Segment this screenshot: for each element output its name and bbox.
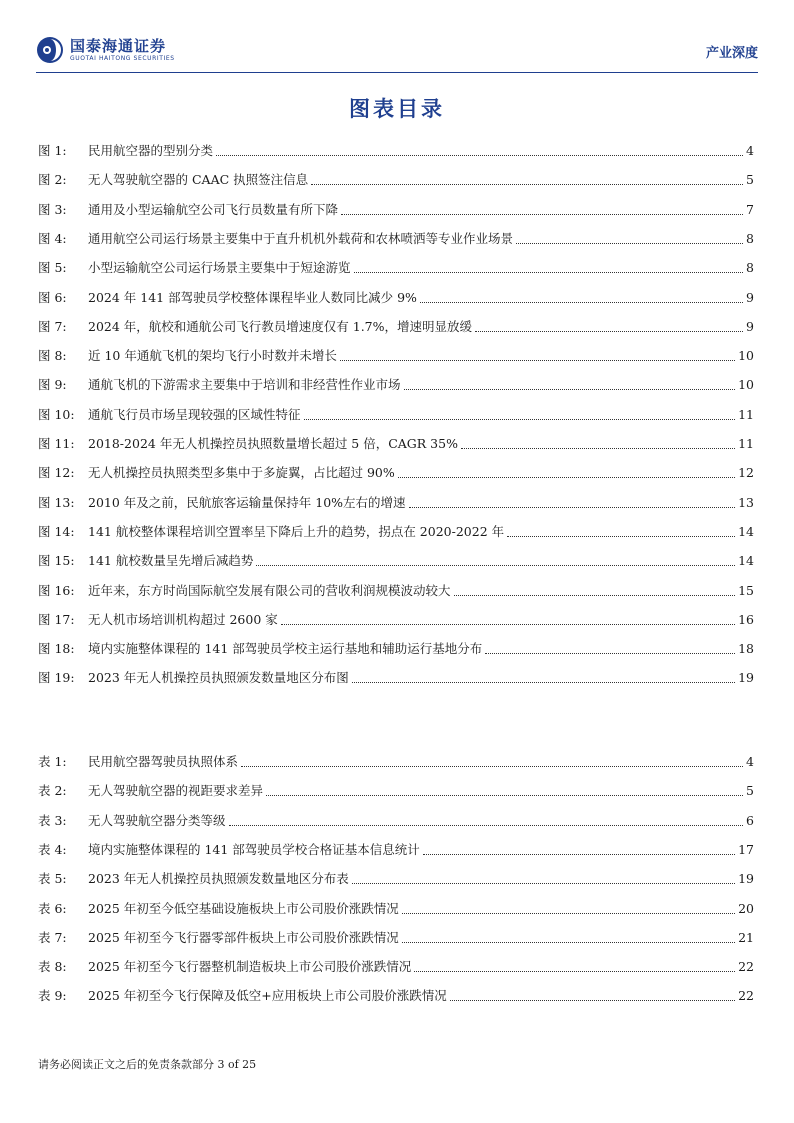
table-entry-page-number[interactable]: 17	[738, 841, 754, 857]
leader-dots	[229, 825, 744, 826]
figure-entry-title[interactable]: 141 航校整体课程培训空置率呈下降后上升的趋势，拐点在 2020-2022 年	[88, 523, 505, 539]
figure-entry-title[interactable]: 2018-2024 年无人机操控员执照数量增长超过 5 倍，CAGR 35%	[88, 436, 458, 451]
figure-entry-label: 图 7:	[38, 318, 67, 334]
figure-entry-page-number[interactable]: 9	[746, 289, 754, 305]
table-entry[interactable]	[38, 986, 754, 1004]
leader-dots	[402, 913, 735, 914]
table-entry-page-number[interactable]: 21	[738, 929, 754, 945]
figure-entry-page-number[interactable]: 11	[738, 406, 754, 422]
table-entry-title[interactable]: 民用航空器驾驶员执照体系	[88, 754, 239, 769]
table-entry-title[interactable]: 无人驾驶航空器分类等级	[88, 812, 226, 828]
figure-entry-page-number[interactable]: 14	[738, 523, 754, 539]
page-title: 图表目录	[349, 97, 445, 121]
figure-entry-label: 图 2:	[38, 172, 67, 188]
leader-dots	[402, 942, 735, 943]
table-entry-title[interactable]: 2025 年初至今飞行保障及低空+应用板块上市公司股价涨跌情况	[88, 988, 447, 1004]
figure-entry-title[interactable]: 通航飞机的下游需求主要集中于培训和非经营性作业市场	[88, 377, 401, 393]
table-entry-page-number[interactable]: 22	[738, 988, 754, 1004]
figure-entry-page-number[interactable]: 7	[746, 201, 754, 217]
leader-dots	[311, 184, 743, 185]
figure-entry[interactable]	[38, 668, 754, 686]
figure-entry[interactable]	[38, 288, 754, 306]
table-entry[interactable]	[38, 928, 754, 946]
figure-entry-page-number[interactable]: 16	[738, 611, 754, 627]
leader-dots	[485, 653, 735, 654]
table-entry-page-number[interactable]: 19	[738, 871, 754, 887]
leader-dots	[352, 883, 735, 884]
figure-entry-title[interactable]: 无人机操控员执照类型多集中于多旋翼，占比超过 90%	[88, 465, 395, 481]
page-header	[36, 36, 758, 74]
table-entry-title[interactable]: 2023 年无人机操控员执照颁发数量地区分布表	[88, 871, 349, 887]
figure-entry-label: 图 5:	[38, 260, 67, 276]
figure-entry[interactable]	[38, 551, 754, 569]
figure-entry-page-number[interactable]: 8	[746, 230, 754, 246]
leader-dots	[216, 155, 743, 156]
figure-entry-page-number[interactable]: 5	[746, 172, 754, 188]
leader-dots	[409, 507, 736, 508]
table-entry-label: 表 7:	[38, 929, 67, 945]
figure-entry[interactable]	[38, 463, 754, 481]
leader-dots	[461, 448, 735, 449]
leader-dots	[454, 595, 736, 596]
table-entry-title[interactable]: 境内实施整体课程的 141 部驾驶员学校合格证基本信息统计	[88, 841, 420, 857]
table-entry[interactable]	[38, 752, 754, 770]
figure-entry-page-number[interactable]: 11	[738, 436, 754, 451]
figure-entry-title[interactable]: 2024 年，航校和通航公司飞行教员增速度仅有 1.7%，增速明显放缓	[88, 318, 473, 334]
figure-entry-label: 图 16:	[38, 582, 75, 598]
figure-entry-label: 图 15:	[38, 553, 75, 569]
figure-entry-title[interactable]: 小型运输航空公司运行场景主要集中于短途游览	[88, 260, 351, 276]
figure-entry-title[interactable]: 2010 年及之前，民航旅客运输量保持年 10%左右的增速	[88, 494, 406, 510]
leader-dots	[507, 536, 735, 537]
figure-entry[interactable]	[38, 405, 754, 423]
table-entry-title[interactable]: 2025 年初至今飞行器零部件板块上市公司股价涨跌情况	[88, 929, 399, 945]
figure-entry[interactable]	[38, 317, 754, 335]
leader-dots	[256, 565, 735, 566]
leader-dots	[414, 971, 735, 972]
leader-dots	[304, 419, 736, 420]
figure-entry-title[interactable]: 通用航空公司运行场景主要集中于直升机机外载荷和农林喷洒等专业作业场景	[88, 230, 514, 246]
leader-dots	[516, 243, 743, 244]
figure-entry-label: 图 8:	[38, 348, 67, 364]
figure-entry-label: 图 11:	[38, 436, 75, 451]
figure-entry-label: 图 19:	[38, 670, 75, 686]
logo-english-name: GUOTAI HAITONG SECURITIES	[70, 54, 175, 62]
brand-logo-icon	[36, 36, 64, 64]
figure-entry-title[interactable]: 近 10 年通航飞机的架均飞行小时数并未增长	[88, 348, 337, 364]
figure-entry-page-number[interactable]: 4	[746, 143, 754, 158]
leader-dots	[423, 854, 735, 855]
figure-entry[interactable]	[38, 375, 754, 393]
figure-entry-title[interactable]: 2024 年 141 部驾驶员学校整体课程毕业人数同比减少 9%	[88, 289, 417, 305]
figure-entry[interactable]	[38, 229, 754, 247]
figure-entry-title[interactable]: 通用及小型运输航空公司飞行员数量有所下降	[88, 201, 339, 217]
table-entry-label: 表 4:	[38, 841, 67, 857]
figure-entry-page-number[interactable]: 12	[738, 465, 754, 481]
report-type-label: 产业深度	[705, 46, 758, 61]
figure-entry-title[interactable]: 近年来，东方时尚国际航空发展有限公司的营收利润规模波动较大	[88, 582, 451, 598]
table-entry-title[interactable]: 2025 年初至今低空基础设施板块上市公司股价涨跌情况	[88, 900, 399, 916]
leader-dots	[352, 682, 735, 683]
table-entry-label: 表 9:	[38, 988, 67, 1004]
leader-dots	[404, 389, 736, 390]
figure-entry[interactable]	[38, 346, 754, 364]
figure-entry-page-number[interactable]: 10	[738, 377, 754, 393]
leader-dots	[266, 795, 743, 796]
figure-entry[interactable]	[38, 581, 754, 599]
table-entry[interactable]	[38, 869, 754, 887]
table-entry-page-number[interactable]: 20	[738, 900, 754, 916]
logo-chinese-name: 国泰海通证券	[70, 36, 167, 55]
table-entry-label: 表 5:	[38, 871, 67, 887]
figure-entry[interactable]	[38, 258, 754, 276]
figure-entry-page-number[interactable]: 13	[738, 494, 754, 510]
table-entry-page-number[interactable]: 6	[746, 812, 754, 828]
figure-entry-label: 图 18:	[38, 641, 75, 657]
table-entry-title[interactable]: 无人驾驶航空器的视距要求差异	[88, 783, 264, 799]
table-entry[interactable]	[38, 781, 754, 799]
figure-entry-label: 图 4:	[38, 230, 67, 246]
table-entry-label: 表 2:	[38, 783, 67, 799]
figure-entry-title[interactable]: 民用航空器的型别分类	[88, 143, 214, 158]
table-entry-title[interactable]: 2025 年初至今飞行器整机制造板块上市公司股价涨跌情况	[88, 959, 412, 975]
table-entry-label: 表 1:	[38, 754, 67, 769]
figure-entry[interactable]	[38, 493, 754, 511]
brand-logo	[36, 36, 175, 64]
leader-dots	[475, 331, 743, 332]
figure-entry-label: 图 14:	[38, 523, 75, 539]
leader-dots	[420, 302, 743, 303]
figure-entry[interactable]	[38, 200, 754, 218]
table-entry-page-number[interactable]: 5	[746, 783, 754, 799]
figure-entry[interactable]	[38, 610, 754, 628]
figure-entry-label: 图 9:	[38, 377, 67, 393]
figure-entry-title[interactable]: 无人驾驶航空器的 CAAC 执照签注信息	[88, 172, 309, 188]
figure-entry[interactable]	[38, 434, 754, 452]
figure-entry-page-number[interactable]: 18	[738, 641, 754, 657]
leader-dots	[398, 477, 735, 478]
disclaimer-footer: 请务必阅读正文之后的免责条款部分 3 of 25	[38, 1058, 257, 1071]
figure-entry[interactable]	[38, 639, 754, 657]
figure-entry-label: 图 3:	[38, 201, 67, 217]
table-entry-page-number[interactable]: 22	[738, 959, 754, 975]
figure-entry-title[interactable]: 2023 年无人机操控员执照颁发数量地区分布图	[88, 670, 349, 686]
figure-entry-title[interactable]: 境内实施整体课程的 141 部驾驶员学校主运行基地和辅助运行基地分布	[88, 641, 483, 657]
leader-dots	[241, 766, 743, 767]
figure-entry-page-number[interactable]: 14	[738, 553, 754, 569]
figure-entry-label: 图 6:	[38, 289, 67, 305]
leader-dots	[340, 360, 735, 361]
table-entry-page-number[interactable]: 4	[746, 754, 754, 769]
figure-entry-label: 图 12:	[38, 465, 75, 481]
figure-entry[interactable]	[38, 141, 754, 159]
table-entry[interactable]	[38, 957, 754, 975]
figure-entry-page-number[interactable]: 10	[738, 348, 754, 364]
figure-entry-page-number[interactable]: 9	[746, 318, 754, 334]
figure-entry-label: 图 10:	[38, 406, 75, 422]
figure-entry-label: 图 17:	[38, 611, 75, 627]
figure-entry-label: 图 1:	[38, 143, 67, 158]
figure-entry-label: 图 13:	[38, 494, 75, 510]
leader-dots	[341, 214, 743, 215]
header-divider	[36, 72, 758, 73]
figure-entry[interactable]	[38, 170, 754, 188]
table-entry-label: 表 6:	[38, 900, 67, 916]
leader-dots	[450, 1000, 735, 1001]
figure-entry-title[interactable]: 141 航校数量呈先增后减趋势	[88, 553, 254, 569]
leader-dots	[281, 624, 735, 625]
table-entry[interactable]	[38, 840, 754, 858]
figure-entry-page-number[interactable]: 19	[738, 670, 754, 686]
table-entry[interactable]	[38, 811, 754, 829]
figure-entry-title[interactable]: 无人机市场培训机构超过 2600 家	[88, 611, 278, 627]
figure-entry[interactable]	[38, 522, 754, 540]
table-entry-label: 表 3:	[38, 812, 67, 828]
leader-dots	[354, 272, 744, 273]
table-entry-label: 表 8:	[38, 959, 67, 975]
figure-entry-page-number[interactable]: 8	[746, 260, 754, 276]
table-entry[interactable]	[38, 899, 754, 917]
figure-entry-page-number[interactable]: 15	[738, 582, 754, 598]
figure-entry-title[interactable]: 通航飞行员市场呈现较强的区域性特征	[88, 406, 301, 422]
